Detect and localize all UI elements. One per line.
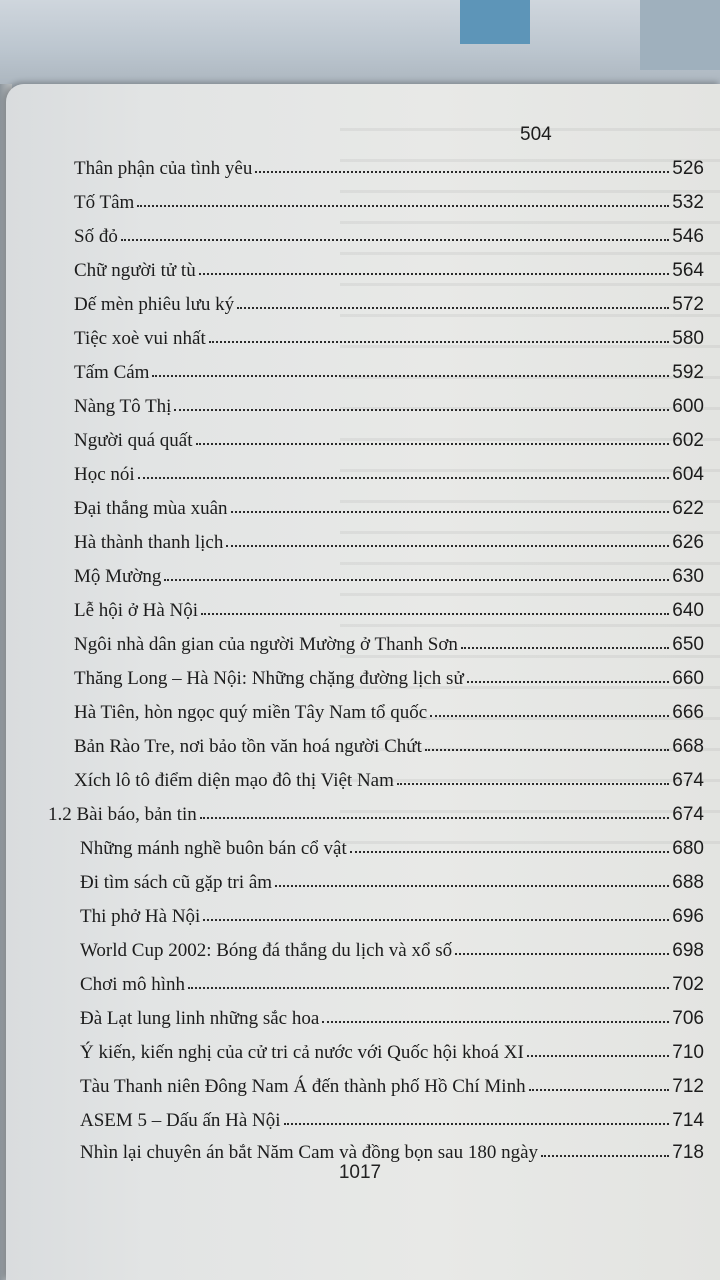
toc-leader-dots xyxy=(430,715,669,717)
toc-leader-dots xyxy=(284,1123,670,1125)
toc-entry-title: Những mánh nghề buôn bán cổ vật xyxy=(80,838,347,859)
toc-entry-page: 564 xyxy=(672,260,704,281)
toc-entry-page: 626 xyxy=(672,532,704,553)
toc-entry xyxy=(80,1064,704,1096)
toc-section-heading xyxy=(48,792,704,824)
toc-entry-page: 604 xyxy=(672,464,704,485)
toc-entry-title: Lễ hội ở Hà Nội xyxy=(74,600,199,621)
toc-entry xyxy=(74,214,704,246)
toc-entry-page: 572 xyxy=(672,294,704,315)
toc-entry-page: 674 xyxy=(672,804,704,825)
toc-entry-page: 592 xyxy=(672,362,704,383)
toc-leader-dots xyxy=(322,1021,669,1023)
toc-entry-title: Tấm Cám xyxy=(74,362,150,383)
toc-entry-title: Số đỏ xyxy=(74,226,118,247)
toc-entry xyxy=(74,622,704,654)
toc-leader-dots xyxy=(199,273,670,275)
toc-entry-title: Thi phở Hà Nội xyxy=(80,906,201,927)
toc-entry xyxy=(74,758,704,790)
toc-entry-title: Tố Tâm xyxy=(74,192,135,213)
toc-entry xyxy=(74,588,704,620)
toc-entry-title: Tiệc xoè vui nhất xyxy=(74,328,206,349)
toc-leader-dots xyxy=(397,783,669,785)
toc-entry xyxy=(74,180,704,212)
toc-entry-title: Chữ người tử tù xyxy=(74,260,196,281)
toc-entry xyxy=(74,690,704,722)
toc-leader-dots xyxy=(350,851,670,853)
toc-leader-dots xyxy=(461,647,669,649)
toc-entry xyxy=(520,112,704,144)
toc-entry-page: 650 xyxy=(672,634,704,655)
toc-entry xyxy=(80,860,704,892)
toc-leader-dots xyxy=(203,919,669,921)
toc-entry xyxy=(74,724,704,756)
toc-entry-title: Hà Tiên, hòn ngọc quý miền Tây Nam tổ quốc xyxy=(74,702,428,723)
toc-entry-page: 640 xyxy=(672,600,704,621)
toc-leader-dots xyxy=(529,1089,670,1091)
toc-entry xyxy=(80,826,704,858)
toc-entry-page: 602 xyxy=(672,430,704,451)
page-number: 1017 xyxy=(338,1162,382,1183)
toc-leader-dots xyxy=(527,1055,670,1057)
toc-entry xyxy=(74,282,704,314)
toc-entry-page: 580 xyxy=(672,328,704,349)
toc-entry-title: Hà thành thanh lịch xyxy=(74,532,224,553)
toc-entry-page: 674 xyxy=(672,770,704,791)
toc-entry-title: Tàu Thanh niên Đông Nam Á đến thành phố Hồ Chí Minh xyxy=(80,1076,526,1097)
toc-leader-dots xyxy=(425,749,669,751)
toc-entry-title: Nhìn lại chuyên án bắt Năm Cam và đồng bọn sau 180 ngày xyxy=(80,1142,539,1163)
toc-entry xyxy=(74,146,704,178)
toc-leader-dots xyxy=(200,817,669,819)
toc-entry-page: 680 xyxy=(672,838,704,859)
toc-entry-page: 688 xyxy=(672,872,704,893)
toc-leader-dots xyxy=(467,681,670,683)
toc-entry-title: Nàng Tô Thị xyxy=(74,396,172,417)
toc-leader-dots xyxy=(164,579,669,581)
toc-leader-dots xyxy=(541,1155,669,1157)
toc-entry-title: Mộ Mường xyxy=(74,566,162,587)
toc-leader-dots xyxy=(121,239,669,241)
toc-entry xyxy=(74,316,704,348)
toc-entry-page: 710 xyxy=(672,1042,704,1063)
toc-leader-dots xyxy=(201,613,669,615)
toc-entry-page: 660 xyxy=(672,668,704,689)
toc-entry-page: 712 xyxy=(672,1076,704,1097)
toc-leader-dots xyxy=(137,205,669,207)
toc-entry-page: 696 xyxy=(672,906,704,927)
toc-entry-page: 532 xyxy=(672,192,704,213)
toc-entry-page: 600 xyxy=(672,396,704,417)
toc-entry xyxy=(74,656,704,688)
toc-entry-page: 718 xyxy=(672,1142,704,1163)
toc-leader-dots xyxy=(275,885,669,887)
toc-leader-dots xyxy=(138,477,670,479)
toc-entry xyxy=(80,962,704,994)
toc-leader-dots xyxy=(455,953,669,955)
toc-entry-page: 546 xyxy=(672,226,704,247)
toc-entry xyxy=(74,350,704,382)
toc-entry-page: 698 xyxy=(672,940,704,961)
toc-entry xyxy=(74,554,704,586)
toc-entry-title: Ngôi nhà dân gian của người Mường ở Thanh Sơn xyxy=(74,634,458,655)
toc-entry-title: Thân phận của tình yêu xyxy=(74,158,253,179)
toc-entry-title: Bản Rào Tre, nơi bảo tồn văn hoá người Chứt xyxy=(74,736,422,757)
toc-entry xyxy=(80,1030,704,1062)
toc-entry-title: Đi tìm sách cũ gặp tri âm xyxy=(80,872,273,893)
toc-entry-title: 1.2 Bài báo, bản tin xyxy=(48,804,197,825)
toc-leader-dots xyxy=(152,375,669,377)
toc-leader-dots xyxy=(209,341,670,343)
toc-leader-dots xyxy=(226,545,669,547)
toc-leader-dots xyxy=(174,409,669,411)
toc-entry-title: Dế mèn phiêu lưu ký xyxy=(74,294,235,315)
toc-entry xyxy=(74,384,704,416)
toc-entry xyxy=(74,418,704,450)
toc-entry xyxy=(74,452,704,484)
toc-entry xyxy=(74,248,704,280)
toc-entry-page: 504 xyxy=(520,124,552,145)
toc-leader-dots xyxy=(255,171,669,173)
toc-entry-page: 714 xyxy=(672,1110,704,1131)
toc-entry xyxy=(74,520,704,552)
toc-entry-title: Người quá quất xyxy=(74,430,193,451)
toc-entry-page: 526 xyxy=(672,158,704,179)
toc-entry xyxy=(74,486,704,518)
toc-entry-page: 702 xyxy=(672,974,704,995)
toc-entry-title: Chơi mô hình xyxy=(80,974,186,995)
toc-entry-title: ASEM 5 – Dấu ấn Hà Nội xyxy=(80,1110,281,1131)
toc-entry-title: Thăng Long – Hà Nội: Những chặng đường lịch sử xyxy=(74,668,464,689)
toc-leader-dots xyxy=(188,987,669,989)
toc-entry-page: 622 xyxy=(672,498,704,519)
toc-entry-title: Đại thắng mùa xuân xyxy=(74,498,228,519)
toc-entry-page: 666 xyxy=(672,702,704,723)
toc-entry-page: 630 xyxy=(672,566,704,587)
toc-entry xyxy=(80,1132,704,1162)
toc-entry-page: 706 xyxy=(672,1008,704,1029)
toc-entry-title: Đà Lạt lung linh những sắc hoa xyxy=(80,1008,320,1029)
toc-entry xyxy=(80,996,704,1028)
toc-entry-title: Ý kiến, kiến nghị của cử tri cả nước với Quốc hội khoá XI xyxy=(80,1042,524,1063)
toc-leader-dots xyxy=(231,511,670,513)
toc-entry xyxy=(80,894,704,926)
toc-entry-title: World Cup 2002: Bóng đá thắng du lịch và xổ số xyxy=(80,940,453,961)
toc-entry-page: 668 xyxy=(672,736,704,757)
toc-leader-dots xyxy=(196,443,670,445)
toc-entry xyxy=(80,928,704,960)
toc-entry-title: Học nói xyxy=(74,464,135,485)
toc-leader-dots xyxy=(237,307,669,309)
toc-entry xyxy=(80,1098,704,1130)
toc-entry-title: Xích lô tô điểm diện mạo đô thị Việt Nam xyxy=(74,770,394,791)
